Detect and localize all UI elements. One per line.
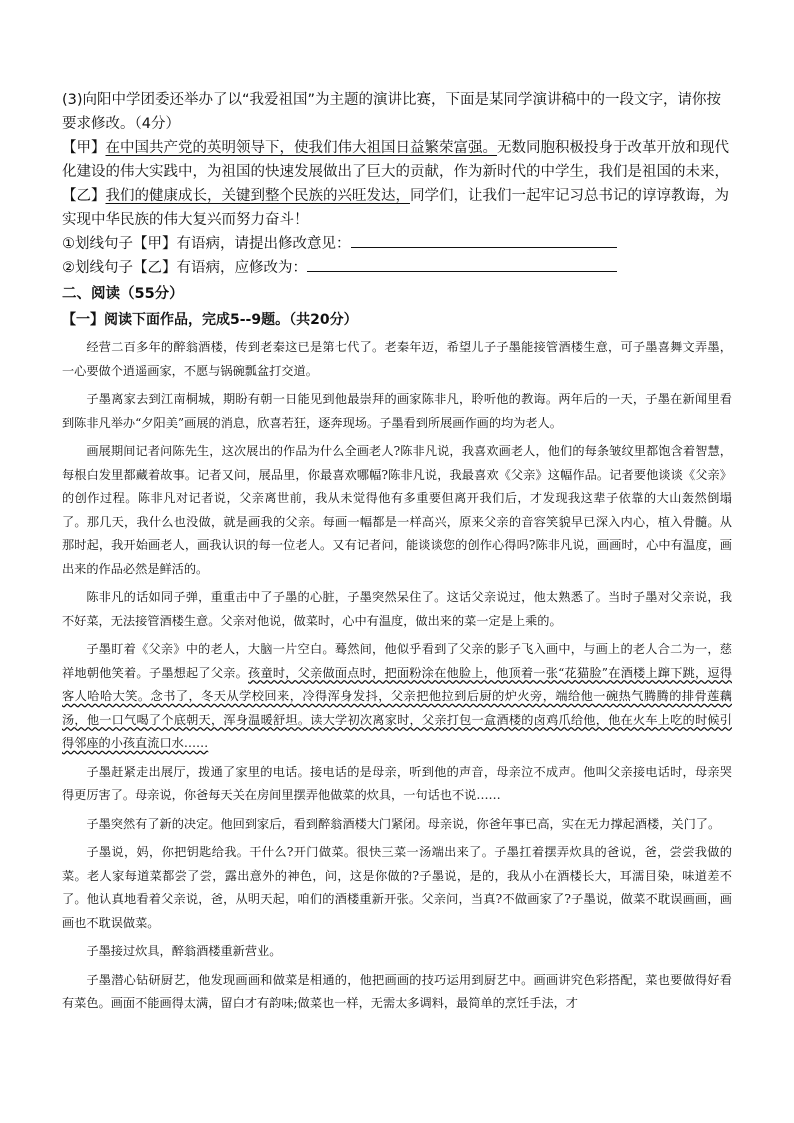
story-paragraph: 子墨说，妈，你把钥匙给我。干什么?开门做菜。很快三菜一汤端出来了。子墨扛着摆弄炊具的爸说，爸，尝尝我做的菜。老人家每道菜都尝了尝，露出意外的神色，问，这是你做的?子墨说，是的，我从小在酒楼长大，耳濡目染，味道差不了。他认真地看着父亲说，爸，从明天起，咱们的酒楼重新开张。父亲问，当真?不做画家了?子墨说，做菜不耽误画画，画画也不耽误做菜。 <box>62 845 732 930</box>
wavy-underlined-passage: 孩童时，父亲做面点时，把面粉涂在他脸上，他顶着一张“花猫脸”在酒楼上蹿下跳，逗得客人哈哈大笑。念书了，冬天从学校回来，冷得浑身发抖，父亲把他拉到后厨的炉火旁，端给他一碗热气腾腾的排骨莲藕汤，他一口气喝了个底朝天，浑身温暖舒坦。读大学初次离家时，父亲打包一盒酒楼的卤鸡爪给他，他在火车上吃的时候引得邻座的小孩直流口水…… <box>62 665 733 750</box>
speech-end: 同学们，让我们一起牢记习总书记的谆谆教诲，为实现中华民族的伟大复兴而努力奋斗！ <box>62 188 729 228</box>
story-paragraph: 子墨离家去到江南桐城，期盼有朝一日能见到他最崇拜的画家陈非凡，聆听他的教诲。两年后的一天，子墨在新闻里看到陈非凡举办“夕阳美”画展的消息，欣喜若狂，逐奔现场。子墨看到所展画作画的均为老人。 <box>62 392 732 430</box>
speech-paragraph <box>62 136 732 232</box>
mark-jia: 【甲】 <box>62 140 106 156</box>
story-paragraph: 子墨潜心钻研厨艺，他发现画画和做菜是相通的，他把画画的技巧运用到厨艺中。画画讲究色彩搭配，菜也要做得好看有菜色。画面不能画得太满，留白才有韵味;做菜也一样，无需太多调料，最简单的烹饪手法，才 <box>62 972 732 1010</box>
answer-blank-1[interactable] <box>351 233 617 248</box>
item-1 <box>62 232 732 256</box>
answer-blank-2[interactable] <box>307 257 617 272</box>
subsection-title: 【一】阅读下面作品，完成5--9题。（共20分） <box>62 312 358 328</box>
speech-middle: 无数同胞积极投身于改革开放和现代化建设的伟大实践中，为祖国的快速发展做出了巨大的贡献，作为新时代的中学生，我们是祖国的未来， <box>62 140 729 180</box>
story-paragraph: 子墨赶紧走出展厅，拨通了家里的电话。接电话的是母亲，听到他的声音，母亲泣不成声。他叫父亲接电话时，母亲哭得更厉害了。母亲说，你爸每天关在房间里摆弄他做菜的炊具，一句话也不说…… <box>62 764 732 802</box>
story-paragraph: 子墨突然有了新的决定。他回到家后，看到醉翁酒楼大门紧闭。母亲说，你爸年事已高，实在无力撑起酒楼，关门了。 <box>86 816 721 831</box>
mark-yi: 【乙】 <box>62 188 106 204</box>
item-2 <box>62 256 732 280</box>
section-title: 二、阅读（55分） <box>62 286 184 302</box>
underlined-sentence-jia: 在中国共产党的英明领导下，使我们伟大祖国日益繁荣富强。 <box>105 140 497 156</box>
story-paragraph: 子墨接过炊具，醉翁酒楼重新营业。 <box>86 944 282 958</box>
story-paragraph: 经营二百多年的醉翁酒楼，传到老秦这已是第七代了。老秦年迈，希望儿子子墨能接管酒楼生意，可子墨喜舞文弄墨，一心要做个逍遥画家，不愿与锅碗瓢盆打交道。 <box>62 340 732 378</box>
underlined-sentence-yi: 我们的健康成长，关键到整个民族的兴旺发达， <box>105 188 410 204</box>
item-1-text: ①划线句子【甲】有语病，请提出修改意见： <box>62 236 351 252</box>
story-p5-start: 子墨盯着《父亲》中的老人，大脑一片空白。蓦然间，他似乎看到了父亲的影子飞入画中，与画上的老人合二为一，慈祥地朝他笑着。子墨想起了父亲。 <box>62 642 732 680</box>
story-text <box>62 336 732 1016</box>
story-paragraph: 画展期间记者问陈先生，这次展出的作品为什么全画老人?陈非凡说，我喜欢画老人，他们的每条皱纹里都饱含着智慧，每根白发里都藏着故事。记者又问，展品里，你最喜欢哪幅?陈非凡说，我最喜欢《父亲》这幅作品。记者要他谈谈《父亲》的创作过程。陈非凡对记者说，父亲离世前，我从未觉得他有多重要但离开我们后，才发现我这辈子依靠的大山轰然倒塌了。那几天，我什么也没做，就是画我的父亲。每画一幅都是一样高兴，原来父亲的音容笑貌早已深入内心，植入骨髓。从那时起，我开始画老人，画我认识的每一位老人。又有记者问，能谈谈您的创作心得吗?陈非凡说，画画时，心中有温度，画出来的作品必然是鲜活的。 <box>62 444 732 576</box>
item-2-text: ②划线句子【乙】有语病，应修改为： <box>62 260 307 276</box>
question-3 <box>62 88 732 280</box>
story-paragraph <box>62 638 732 756</box>
story-paragraph: 陈非凡的话如同子弹，重重击中了子墨的心脏，子墨突然呆住了。这话父亲说过，他太熟悉了。当时子墨对父亲说，我不好菜，无法接管酒楼生意。父亲对他说，做菜时，心中有温度，做出来的菜一定是上乘的。 <box>62 590 732 628</box>
question-3-intro: (3)向阳中学团委还举办了以“我爱祖国”为主题的演讲比赛，下面是某同学演讲稿中的一段文字，请你按要求修改。（4分） <box>62 92 722 132</box>
